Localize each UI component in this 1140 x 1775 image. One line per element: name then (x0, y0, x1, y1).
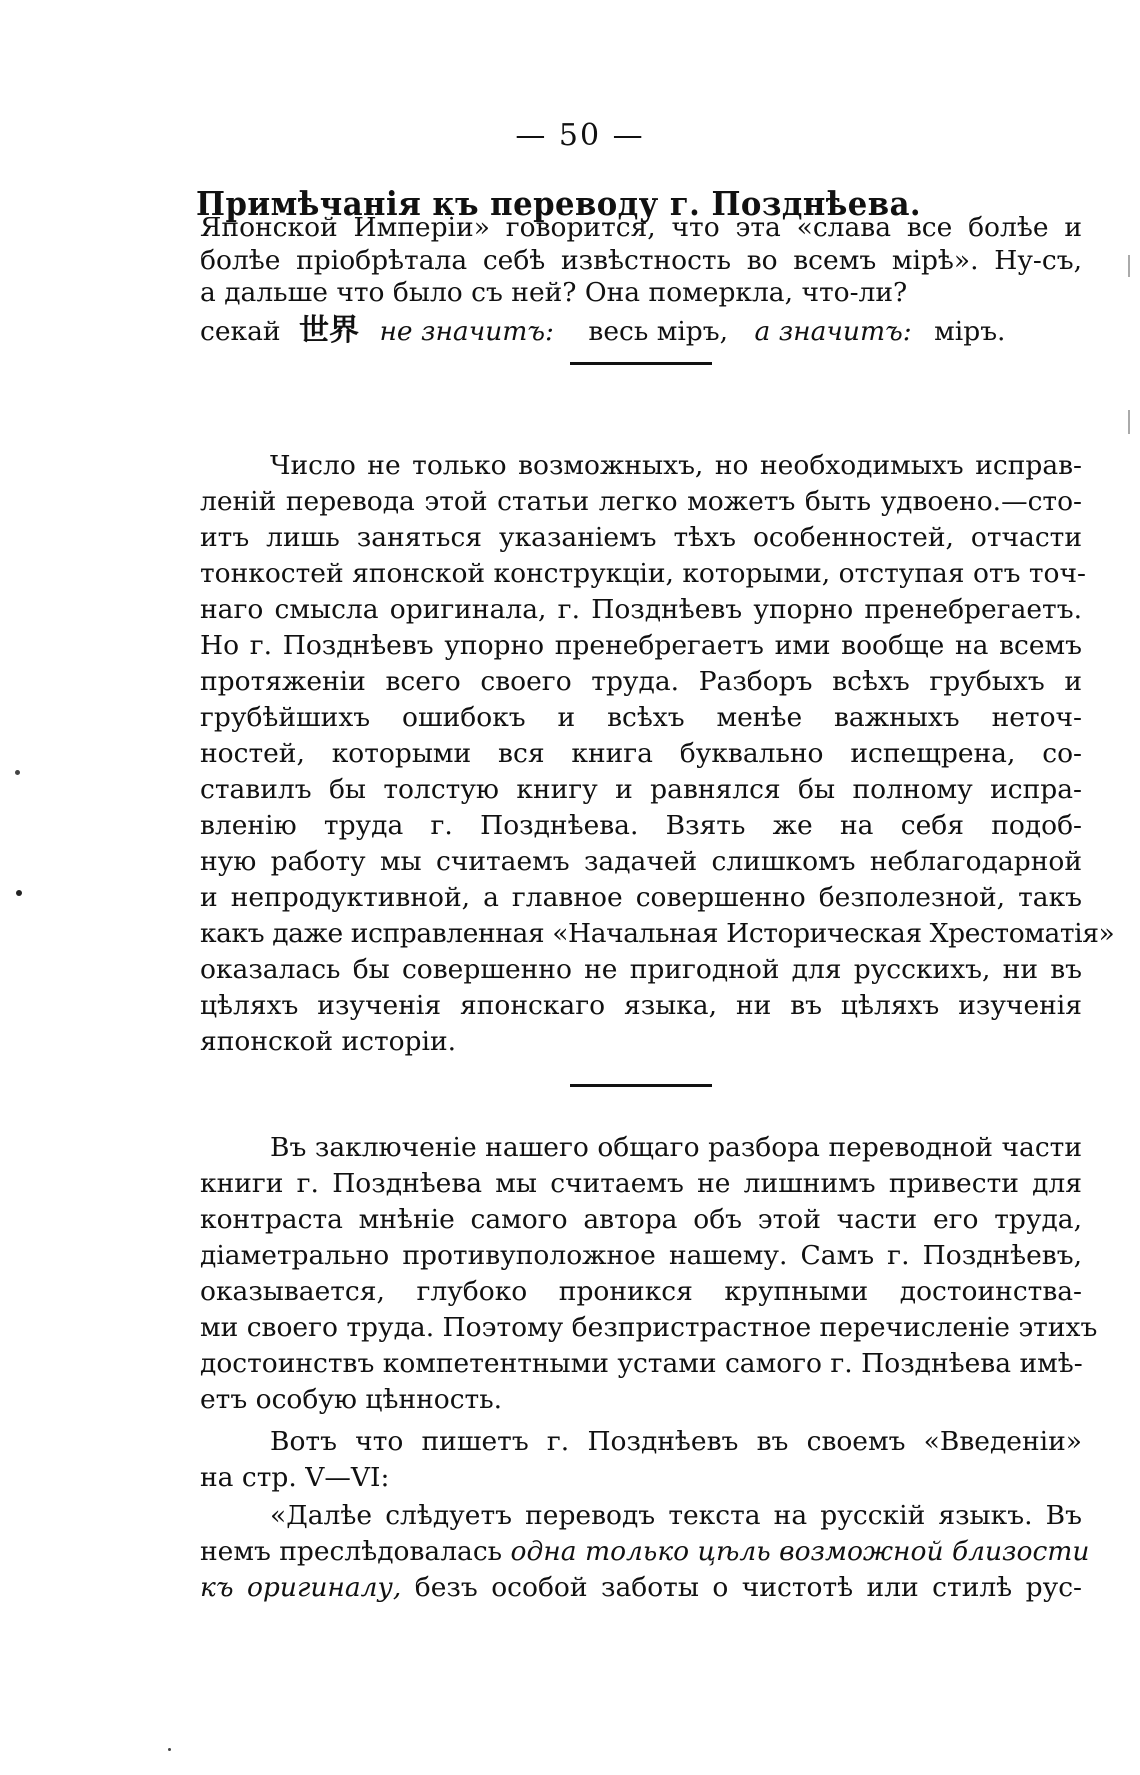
section-divider (570, 1084, 712, 1087)
scan-speck (168, 1748, 171, 1751)
paragraph-1-line: ную работу мы считаемъ задачей слишкомъ неблагодарной (200, 846, 1082, 877)
quote-line (200, 1570, 1082, 1606)
paragraph-1-line: итъ лишь заняться указаніемъ тѣхъ особенностей, отчасти (200, 522, 1082, 553)
sekai-kanji: 世界 (299, 313, 359, 348)
paragraph-1-line: наго смысла оригинала, г. Позднѣевъ упорно пренебрегаетъ. (200, 594, 1082, 625)
scan-speck (15, 770, 20, 775)
sekai-phrase-1: не значитъ: (379, 316, 554, 347)
paragraph-2-line: контраста мнѣніе самого автора объ этой части его труда, (200, 1204, 1082, 1235)
paragraph-1-line: и непродуктивной, а главное совершенно безполезной, такъ (200, 882, 1082, 913)
quote-emphasis: одна только цѣль возможной близости (510, 1536, 1090, 1567)
scan-speck (16, 890, 22, 896)
scan-edge-mark (1128, 410, 1130, 434)
quote-text: безъ особой заботы о чистотѣ или стилѣ рус- (414, 1572, 1082, 1603)
intro-line: а дальше что было съ ней? Она померкла, что-ли? (200, 277, 908, 308)
scan-edge-mark (1128, 255, 1130, 277)
intro-line: Японской Имперіи» говорится, что эта «слава все болѣе и (200, 212, 1082, 243)
paragraph-1-line: протяженіи всего своего труда. Разборъ всѣхъ грубыхъ и (200, 666, 1082, 697)
paragraph-1-line: тонкостей японской конструкціи, которыми, отступая отъ точ- (200, 558, 1086, 589)
intro-line: болѣе пріобрѣтала себѣ извѣстность во всемъ мірѣ». Ну-съ, (200, 245, 1082, 276)
paragraph-2-line: ми своего труда. Поэтому безпристрастное перечисленіе этихъ (200, 1312, 1098, 1343)
sekai-word-2: весь міръ, (588, 316, 729, 347)
paragraph-2-line: діаметрально противуположное нашему. Самъ г. Позднѣевъ, (200, 1240, 1082, 1271)
paragraph-1-line: грубѣйшихъ ошибокъ и всѣхъ менѣе важныхъ неточ- (200, 702, 1082, 733)
sekai-word: секай (200, 316, 281, 347)
paragraph-1-line: какъ даже исправленная «Начальная Историческая Хрестоматія» (200, 918, 1115, 949)
page-number: — 50 — (515, 118, 645, 153)
section-divider (570, 362, 712, 365)
sekai-phrase-2: а значитъ: (754, 316, 912, 347)
quote-emphasis: къ оригиналу, (200, 1572, 402, 1603)
paragraph-2-line: Въ заключеніе нашего общаго разбора переводной части (270, 1132, 1082, 1163)
quote-text: немъ преслѣдовалась (200, 1536, 503, 1567)
paragraph-1-line: ностей, которыми вся книга буквально испещрена, со- (200, 738, 1082, 769)
paragraph-1-line: оказалась бы совершенно не пригодной для русскихъ, ни въ (200, 954, 1082, 985)
paragraph-1-line: леній перевода этой статьи легко можетъ быть удвоено.—сто- (200, 486, 1082, 517)
paragraph-2-line: достоинствъ компетентными устами самого г. Позднѣева имѣ- (200, 1348, 1083, 1379)
quote-line (200, 1534, 1090, 1570)
paragraph-1-line: японской исторіи. (200, 1026, 457, 1057)
quote-line: «Далѣе слѣдуетъ переводъ текста на русскій языкъ. Въ (270, 1500, 1082, 1531)
paragraph-1-line: Число не только возможныхъ, но необходимыхъ исправ- (270, 450, 1082, 481)
paragraph-1-line: вленію труда г. Позднѣева. Взять же на себя подоб- (200, 810, 1082, 841)
paragraph-1-line: цѣляхъ изученія японскаго языка, ни въ цѣляхъ изученія (200, 990, 1082, 1021)
paragraph-1-line: Но г. Позднѣевъ упорно пренебрегаетъ ими вообще на всемъ (200, 630, 1082, 661)
paragraph-3-line: на стр. V—VI: (200, 1462, 390, 1493)
page-title: Примѣчанія къ переводу г. Позднѣева. (196, 184, 922, 223)
paragraph-3-line: Вотъ что пишетъ г. Позднѣевъ въ своемъ «Введеніи» (270, 1426, 1082, 1457)
sekai-word-3: міръ. (934, 316, 1006, 347)
paragraph-2-line: етъ особую цѣнность. (200, 1384, 503, 1415)
paragraph-2-line: книги г. Позднѣева мы считаемъ не лишнимъ привести для (200, 1168, 1082, 1199)
paragraph-2-line: оказывается, глубоко проникся крупными достоинства- (200, 1276, 1082, 1307)
paragraph-1-line: ставилъ бы толстую книгу и равнялся бы полному испра- (200, 774, 1082, 805)
sekai-line (200, 313, 1082, 349)
